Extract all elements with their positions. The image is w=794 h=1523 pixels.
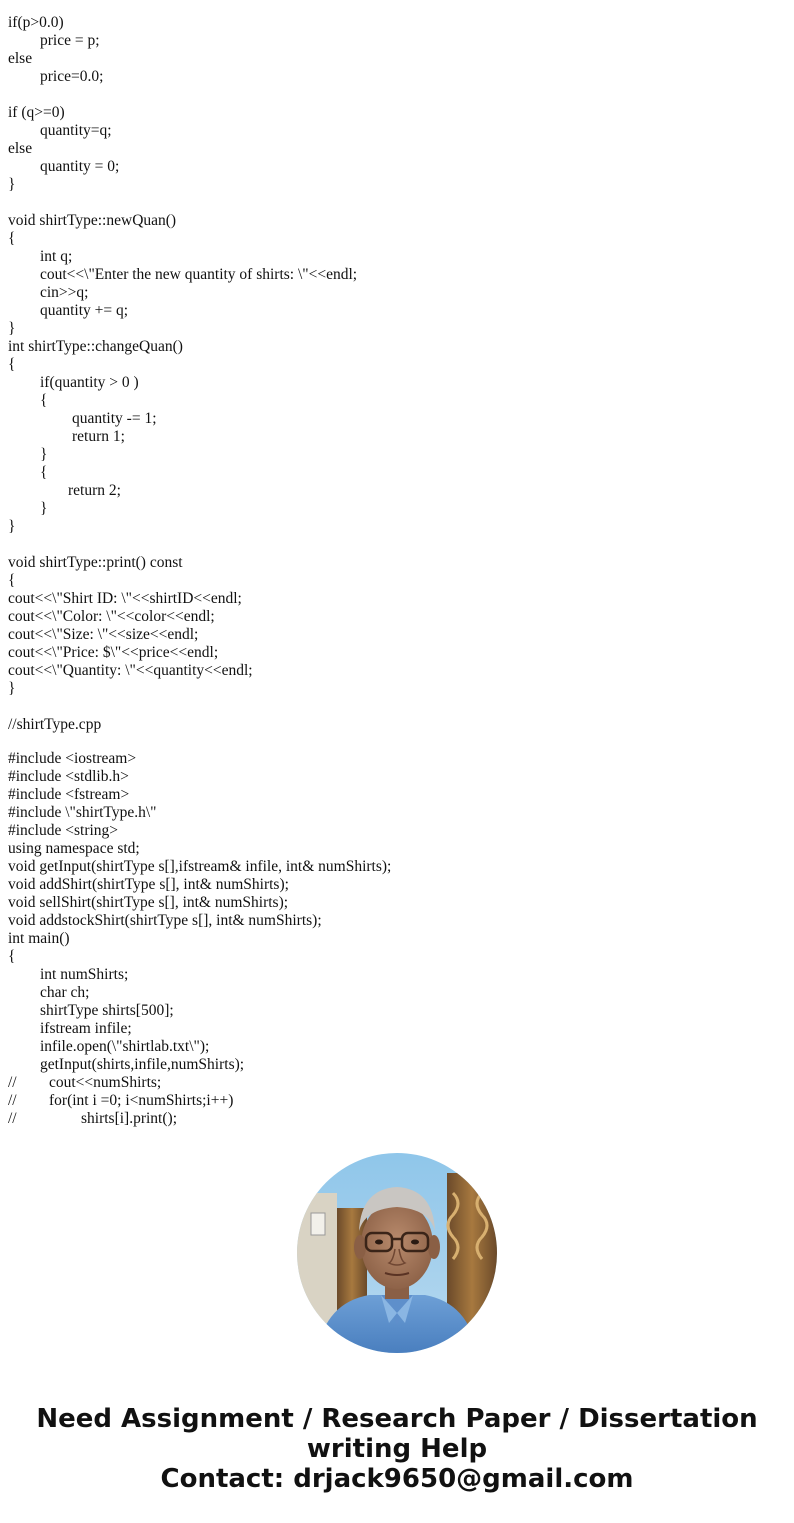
comment-marker: // (8, 1074, 17, 1091)
code-line: #include <fstream> (8, 786, 130, 803)
code-line: using namespace std; (8, 840, 140, 857)
promo-banner (0, 1404, 794, 1494)
code-line: } (40, 446, 48, 463)
code-line: infile.open(\"shirtlab.txt\"); (40, 1038, 210, 1055)
code-text: for(int i =0; i<numShirts;i++) (49, 1092, 234, 1109)
code-line: void addstockShirt(shirtType s[], int& numShirts); (8, 912, 322, 929)
code-line (8, 194, 788, 212)
code-line (8, 1092, 788, 1110)
code-line: void shirtType::print() const (8, 554, 183, 571)
promo-line-1: Need Assignment / Research Paper / Dissertation (36, 1404, 758, 1434)
code-line: cout<<\"Size: \"<<size<<endl; (8, 626, 199, 643)
code-line (8, 536, 788, 554)
code-line: #include <iostream> (8, 750, 137, 767)
code-line: //shirtType.cpp (8, 716, 102, 733)
code-line: int shirtType::changeQuan() (8, 338, 183, 355)
comment-marker: // (8, 1092, 17, 1109)
code-line (8, 86, 788, 104)
code-line: price = p; (40, 32, 100, 49)
code-line: cout<<\"Shirt ID: \"<<shirtID<<endl; (8, 590, 242, 607)
code-line: cout<<\"Enter the new quantity of shirts: \"<<endl; (40, 266, 358, 283)
promo-contact: Contact: drjack9650@gmail.com (160, 1464, 634, 1494)
code-line: } (8, 680, 16, 697)
code-line (8, 734, 788, 750)
code-line: #include <stdlib.h> (8, 768, 129, 785)
code-line (8, 1074, 788, 1092)
code-line: getInput(shirts,infile,numShirts); (40, 1056, 245, 1073)
code-line: { (8, 572, 16, 589)
code-line: cin>>q; (40, 284, 89, 301)
code-listing (8, 14, 788, 1128)
promo-line-2: writing Help (306, 1434, 488, 1464)
code-line: int q; (40, 248, 73, 265)
code-line: if(p>0.0) (8, 14, 64, 31)
code-line: void addShirt(shirtType s[], int& numShirts); (8, 876, 289, 893)
code-text: cout<<numShirts; (49, 1074, 162, 1091)
code-line: int numShirts; (40, 966, 129, 983)
code-line: { (8, 948, 16, 965)
code-line: return 1; (72, 428, 125, 445)
code-line: else (8, 140, 33, 157)
code-line (8, 698, 788, 716)
code-line (8, 1110, 788, 1128)
author-avatar (297, 1153, 497, 1353)
code-line: { (8, 230, 16, 247)
code-line: } (8, 176, 16, 193)
code-line: } (8, 518, 16, 535)
code-line: void getInput(shirtType s[],ifstream& infile, int& numShirts); (8, 858, 392, 875)
code-line: { (8, 356, 16, 373)
code-line: int main() (8, 930, 70, 947)
code-line: price=0.0; (40, 68, 104, 85)
code-line: void sellShirt(shirtType s[], int& numShirts); (8, 894, 289, 911)
code-line: { (40, 464, 48, 481)
code-line: cout<<\"Color: \"<<color<<endl; (8, 608, 215, 625)
code-line: shirtType shirts[500]; (40, 1002, 174, 1019)
code-line: quantity += q; (40, 302, 129, 319)
code-line: cout<<\"Quantity: \"<<quantity<<endl; (8, 662, 253, 679)
code-line: cout<<\"Price: $\"<<price<<endl; (8, 644, 219, 661)
code-line: quantity -= 1; (72, 410, 157, 427)
code-text: shirts[i].print(); (81, 1110, 177, 1127)
code-line: if(quantity > 0 ) (40, 374, 139, 391)
code-line: } (8, 320, 16, 337)
code-line: #include \"shirtType.h\" (8, 804, 157, 821)
code-line: quantity = 0; (40, 158, 120, 175)
code-line: if (q>=0) (8, 104, 65, 121)
code-line: else (8, 50, 33, 67)
avatar-photo (297, 1153, 497, 1353)
code-line: return 2; (68, 482, 121, 499)
code-line: char ch; (40, 984, 90, 1001)
code-line: #include <string> (8, 822, 119, 839)
comment-marker: // (8, 1110, 17, 1127)
code-line: { (40, 392, 48, 409)
code-line: quantity=q; (40, 122, 112, 139)
code-line: } (40, 500, 48, 517)
code-line: ifstream infile; (40, 1020, 132, 1037)
code-line: void shirtType::newQuan() (8, 212, 177, 229)
